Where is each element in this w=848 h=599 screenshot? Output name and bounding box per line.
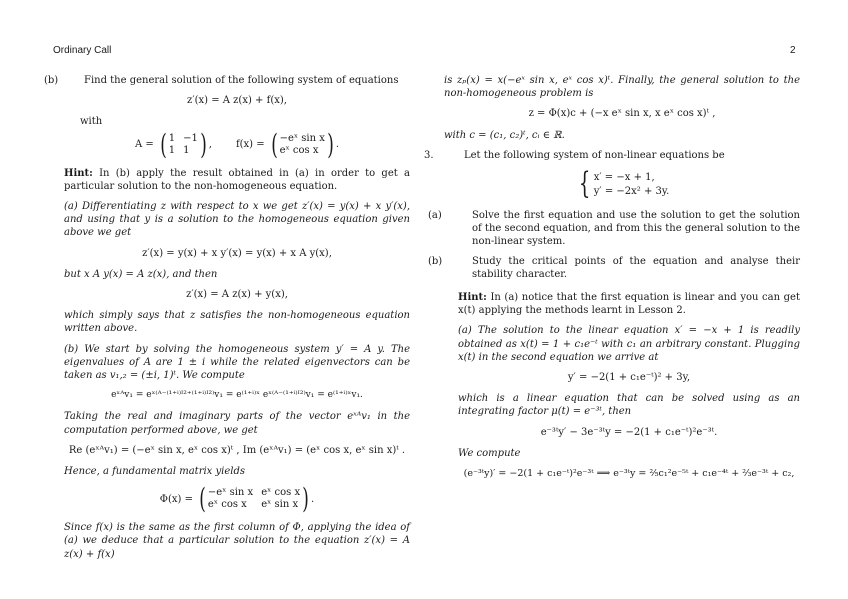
phi-cell: eˣ cos x <box>207 499 247 511</box>
vector-f-label: f(x) = <box>235 139 265 150</box>
left-column <box>44 74 410 568</box>
matrix-A: A = ( 1 −1 1 1 ) , <box>134 127 212 161</box>
solution-b-text: (b) We start by solving the homogeneous system y′ = A y. The eigenvalues of A are 1 ± i while the related eigenvectors can be taken as v₁,₂ = (±i, 1)ᵗ. We compute <box>64 343 410 382</box>
equation-y-prime: y′ = −2(1 + c₁e⁻ᵗ)² + 3y, <box>567 372 691 384</box>
hint-3-paragraph <box>458 291 800 317</box>
equation-real-imag: Re (eˣᴬv₁) = (−eˣ sin x, eˣ cos x)ᵗ , Im (eˣᴬv₁) = (eˣ cos x, eˣ sin x)ᵗ . <box>68 444 406 456</box>
matrix-A-cell: 1 <box>168 144 176 156</box>
nonlinear-system: { x′ = −x + 1, y′ = −2x² + 3y. <box>578 166 670 202</box>
hint-paragraph <box>64 167 410 193</box>
taking-text: Taking the real and imaginary parts of the vector eˣᴬv₁ in the computation performed above, we get <box>64 411 410 436</box>
phi-cell: eˣ cos x <box>261 487 301 499</box>
with-c-text: with c = (c₁, c₂)ᵗ, cᵢ ∈ ℝ. <box>444 129 565 141</box>
matrix-A-cell: 1 <box>168 132 176 144</box>
right-column <box>424 74 800 488</box>
matrix-definitions <box>64 127 410 161</box>
equation-nonhomogeneous: z′(x) = A z(x) + y(x), <box>186 289 288 301</box>
system-equation-2: y′ = −2x² + 3y. <box>593 186 670 198</box>
question-3b-text: Study the critical points of the equation and analyse their stability character. <box>472 255 800 280</box>
hint-3-label: Hint: <box>458 292 487 304</box>
continuation-text: is zₚ(x) = x(−eˣ sin x, eˣ cos x)ᵗ. Finally, the general solution to the non-homogeneous problem is <box>444 75 800 100</box>
question-3 <box>424 149 800 162</box>
matrix-A-label: A = <box>134 139 154 150</box>
equation-exponential: eˣᴬv₁ = eˣ⁽ᴬ⁻⁽¹⁺ⁱ⁾ᴵ²⁺⁽¹⁺ⁱ⁾ᴵ²⁾v₁ = e⁽¹⁺ⁱ⁾ˣ eˣ⁽ᴬ⁻⁽¹⁺ⁱ⁾ᴵ²⁾v₁ = e⁽¹⁺ⁱ⁾ˣv₁. <box>111 390 363 401</box>
question-b <box>44 74 410 87</box>
solution-a-text: (a) Differentiating z with respect to x we get z′(x) = y(x) + x y′(x), and using that y is a solution to the homogeneous equation given above we get <box>64 201 410 239</box>
equation-integration: (e⁻³ᵗy)′ = −2(1 + c₁e⁻ᵗ)²e⁻³ᵗ ⟹ e⁻³ᵗy = ²⁄₅c₁²e⁻⁵ᵗ + c₁e⁻⁴ᵗ + ²⁄₃e⁻³ᵗ + c₂, <box>463 468 795 480</box>
solution-3a-text: (a) The solution to the linear equation x′ = −x + 1 is readily obtained as x(t) = 1 + c₁e⁻ᵗ with c₁ an arbitrary constant. Plugging x(t) in the second equation we arrive at <box>458 325 800 363</box>
fundamental-matrix: Φ(x) = ( −eˣ sin x eˣ cos x eˣ cos x eˣ sin x ) . <box>159 482 315 516</box>
question-3-text: Let the following system of non-linear equations be <box>464 149 725 161</box>
question-3-label: 3. <box>424 149 434 161</box>
but-text: but x A y(x) = A z(x), and then <box>64 268 218 280</box>
page-number: 2 <box>790 45 796 56</box>
vector-f-cell: −eˣ sin x <box>279 132 325 144</box>
question-3a <box>428 209 800 249</box>
question-3b <box>428 255 800 281</box>
hence-text: Hence, a fundamental matrix yields <box>64 466 245 478</box>
equation-system: z′(x) = A z(x) + f(x), <box>187 95 287 107</box>
phi-cell: −eˣ sin x <box>207 487 254 499</box>
equation-derivative: z′(x) = y(x) + x y′(x) = y(x) + x A y(x), <box>142 247 332 259</box>
phi-label: Φ(x) = <box>159 493 193 505</box>
phi-cell: eˣ sin x <box>261 499 299 511</box>
equation-general-solution: z = Φ(x)c + (−x eˣ sin x, x eˣ cos x)ᵗ , <box>528 108 716 120</box>
question-b-text: Find the general solution of the following system of equations <box>84 75 399 86</box>
running-header-title: Ordinary Call <box>53 45 112 56</box>
vector-f: f(x) = ( −eˣ sin x eˣ cos x ) . <box>235 127 340 161</box>
hint-text: In (b) apply the result obtained in (a) in order to get a particular solution to the non-homogeneous equation. <box>64 167 410 192</box>
matrix-A-cell: 1 <box>183 144 190 156</box>
equation-integrating-factor: e⁻³ᵗy′ − 3e⁻³ᵗy = −2(1 + c₁e⁻ᵗ)²e⁻³ᵗ. <box>540 426 718 438</box>
question-3a-text: Solve the first equation and use the solution to get the solution of the second equation, and from this the general solution to the non-linear system. <box>472 210 800 248</box>
question-b-label: (b) <box>44 75 59 86</box>
with-label: with <box>80 116 103 128</box>
compute-text: We compute <box>458 447 521 459</box>
system-equation-1: x′ = −x + 1, <box>593 172 655 184</box>
linear-text: which is a linear equation that can be solved using as an integrating factor μ(t) = e⁻³ᵗ, then <box>458 393 800 418</box>
which-text: which simply says that z satisfies the non-homogeneous equation written above. <box>64 310 410 335</box>
hint-3-text: In (a) notice that the first equation is linear and you can get x(t) applying the methods learnt in Lesson 2. <box>458 292 800 317</box>
question-3b-label: (b) <box>428 255 443 267</box>
since-text: Since f(x) is the same as the first column of Φ, applying the idea of (a) we deduce that a particular solution to the equation z′(x) = A z(x) + f(x) <box>64 522 410 560</box>
question-3a-label: (a) <box>428 210 442 222</box>
vector-f-cell: eˣ cos x <box>279 144 319 156</box>
matrix-A-cell: −1 <box>183 132 198 144</box>
hint-label: Hint: <box>64 167 93 179</box>
